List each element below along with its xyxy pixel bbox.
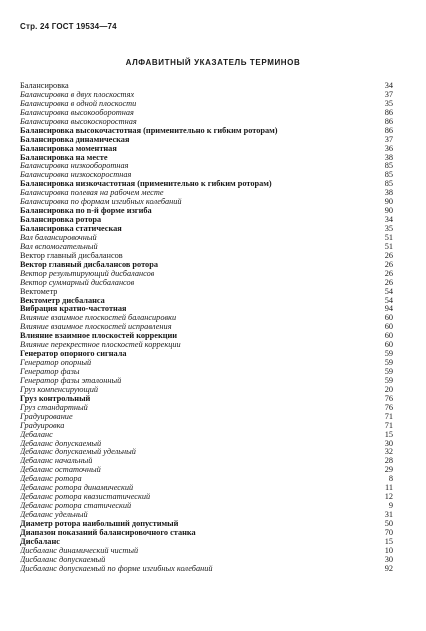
index-entry [20, 100, 393, 109]
index-entry [20, 198, 393, 207]
index-entry [20, 243, 393, 252]
index-page-number: 28 [384, 456, 393, 466]
index-term: Генератор опорный [20, 359, 92, 368]
index-term: Балансировка в одной плоскости [20, 99, 137, 108]
index-page-number: 71 [384, 420, 393, 430]
index-page-number: 54 [384, 295, 393, 305]
index-term: Балансировка высокоскоростная [20, 117, 137, 126]
index-page-number: 8 [388, 474, 393, 484]
index-page-number: 54 [384, 286, 393, 296]
index-page-number: 26 [384, 250, 393, 260]
index-page-number: 38 [384, 188, 393, 198]
index-term: Балансировка по формам изгибных колебаний [20, 198, 182, 207]
index-term: Дебаланс ротора [20, 475, 82, 484]
index-page-number: 86 [384, 125, 393, 135]
index-term: Дисбаланс [20, 537, 60, 546]
index-entry [20, 323, 393, 332]
index-entry [20, 395, 393, 404]
index-term: Балансировка моментная [20, 144, 117, 153]
index-page-number: 59 [384, 375, 393, 385]
index-term: Балансировка высокооборотная [20, 108, 134, 117]
index-page-number: 35 [384, 98, 393, 108]
index-page-number: 86 [384, 107, 393, 117]
index-term: Генератор опорного сигнала [20, 350, 127, 359]
index-entry [20, 118, 393, 127]
index-page-number: 59 [384, 349, 393, 359]
index-term: Вибрация кратно-частотная [20, 305, 127, 314]
index-term: Вектор главный дисбалансов [20, 251, 123, 260]
index-entry [20, 565, 393, 574]
index-entry [20, 145, 393, 154]
index-entry [20, 422, 393, 431]
index-page-number: 60 [384, 313, 393, 323]
index-entry [20, 538, 393, 547]
index-page-number: 34 [384, 215, 393, 225]
index-term: Дебаланс остаточный [20, 466, 101, 475]
index-entry [20, 529, 393, 538]
index-page-number: 59 [384, 367, 393, 376]
index-entry [20, 547, 393, 556]
index-term: Дебаланс допускаемый удельный [20, 448, 136, 457]
index-page-number: 29 [384, 465, 393, 475]
index-entry [20, 502, 393, 511]
index-page-number: 85 [384, 179, 393, 189]
index-page-number: 11 [385, 483, 393, 493]
index-entry [20, 457, 393, 466]
index-entry [20, 341, 393, 350]
index-term: Вал вспомогательный [20, 242, 98, 251]
index-term: Груз стандартный [20, 403, 88, 412]
index-entry [20, 270, 393, 279]
index-term: Балансировка низкоскоростная [20, 171, 132, 180]
index-entry [20, 207, 393, 216]
index-page-number: 15 [384, 429, 393, 439]
index-entry [20, 288, 393, 297]
index-term: Балансировка высокочастотная (применительно к гибким роторам) [20, 126, 278, 135]
index-entry [20, 109, 393, 118]
index-entry [20, 511, 393, 520]
index-term: Балансировка ротора [20, 216, 102, 225]
index-entry [20, 332, 393, 341]
index-term: Дебаланс ротора статический [20, 502, 132, 511]
index-page-number: 50 [384, 518, 393, 528]
index-page-number: 60 [384, 322, 393, 332]
index-term: Градуирование [20, 412, 73, 421]
index-entry [20, 431, 393, 440]
index-page-number: 85 [384, 161, 393, 171]
index-entry [20, 448, 393, 457]
index-page-number: 85 [384, 170, 393, 180]
index-term: Генератор фазы эталонный [20, 376, 122, 385]
index-term: Балансировка в двух плоскостях [20, 90, 135, 99]
index-entry [20, 82, 393, 91]
index-term: Вектометр дисбаланса [20, 296, 105, 305]
index-page-number: 37 [384, 89, 393, 99]
index-entry [20, 368, 393, 377]
index-entry [20, 484, 393, 493]
index-term: Генератор фазы [20, 368, 80, 376]
index-term: Балансировка по n-й форме изгиба [20, 207, 152, 216]
index-term: Дисбаланс допускаемый по форме изгибных колебаний [20, 564, 213, 573]
index-entry [20, 466, 393, 475]
index-page-number: 26 [384, 268, 393, 278]
index-term: Балансировка на месте [20, 153, 108, 162]
index-term: Дисбаланс допускаемый [20, 555, 106, 564]
index-entry [20, 252, 393, 261]
index-entry [20, 297, 393, 306]
index-term: Дисбаланс динамический чистый [20, 546, 139, 555]
index-entry [20, 91, 393, 100]
index-page-number: 12 [384, 492, 393, 502]
index-page-number: 10 [384, 545, 393, 555]
index-entry [20, 216, 393, 225]
index-term: Влияние взаимное плоскостей коррекции [20, 332, 178, 341]
index-entry [20, 234, 393, 243]
index-page-number: 76 [384, 393, 393, 403]
index-term: Дебаланс начальный [20, 457, 93, 466]
index-term: Влияние взаимное плоскостей балансировки [20, 314, 177, 323]
index-page-number: 31 [384, 510, 393, 519]
index-term: Дебаланс допускаемый [20, 439, 102, 448]
index-term: Диаметр ротора наибольший допустимый [20, 519, 179, 528]
index-term: Вал балансировочный [20, 233, 97, 242]
index-page-number: 30 [384, 438, 393, 448]
index-entry [20, 305, 393, 314]
index-entry [20, 136, 393, 145]
index-term: Градуировка [20, 421, 65, 430]
index-page-number: 38 [384, 152, 393, 162]
index-entry [20, 556, 393, 565]
index-page-number: 71 [384, 411, 393, 421]
index-term: Балансировка низкооборотная [20, 162, 129, 171]
index-page-number: 70 [384, 527, 393, 537]
index-entry [20, 314, 393, 323]
index-page-number: 94 [384, 304, 393, 314]
index-entry [20, 413, 393, 422]
index-entry [20, 162, 393, 171]
index-term: Балансировка [20, 82, 69, 90]
index-entry [20, 377, 393, 386]
index-page-number: 90 [384, 206, 393, 216]
index-page-number: 30 [384, 554, 393, 564]
index-entry [20, 475, 393, 484]
index-entry [20, 359, 393, 368]
index-term: Влияние взаимное плоскостей исправления [20, 323, 172, 332]
index-entry [20, 261, 393, 270]
index-entry [20, 520, 393, 529]
index-term: Груз компенсирующий [20, 385, 99, 394]
index-term: Дебаланс ротора динамический [20, 484, 134, 493]
index-term: Вектор суммарный дисбалансов [20, 278, 135, 287]
page-header: Стр. 24 ГОСТ 19534—74 [20, 22, 117, 31]
terms-index-list [20, 82, 393, 574]
index-page-number: 9 [388, 501, 393, 511]
index-entry [20, 386, 393, 395]
index-entry [20, 154, 393, 163]
index-entry [20, 171, 393, 180]
index-page-number: 60 [384, 340, 393, 350]
index-entry [20, 225, 393, 234]
index-entry [20, 127, 393, 136]
index-entry [20, 404, 393, 413]
index-title: АЛФАВИТНЫЙ УКАЗАТЕЛЬ ТЕРМИНОВ [125, 58, 301, 67]
index-page-number: 59 [384, 358, 393, 368]
index-page-number: 26 [384, 277, 393, 287]
index-page-number: 92 [384, 563, 393, 573]
index-term: Балансировка динамическая [20, 135, 130, 144]
index-page-number: 35 [384, 224, 393, 233]
index-entry [20, 180, 393, 189]
index-term: Диапазон показаний балансировочного станка [20, 528, 196, 537]
index-page-number: 34 [384, 81, 393, 90]
index-page-number: 20 [384, 384, 393, 394]
index-entry [20, 189, 393, 198]
index-entry [20, 350, 393, 359]
index-page-number: 60 [384, 331, 393, 341]
index-page-number: 26 [384, 259, 393, 269]
index-term: Вектометр [20, 287, 58, 296]
index-entry [20, 493, 393, 502]
index-page-number: 51 [384, 241, 393, 251]
index-term: Вектор главный дисбалансов ротора [20, 260, 158, 269]
index-entry [20, 279, 393, 288]
index-page-number: 90 [384, 197, 393, 207]
index-term: Балансировка низкочастотная (применительно к гибким роторам) [20, 180, 272, 189]
index-term: Груз контрольный [20, 394, 91, 403]
index-page-number: 32 [384, 447, 393, 457]
index-term: Дебаланс [20, 430, 53, 439]
index-page-number: 36 [384, 143, 393, 153]
index-term: Дебаланс ротора квазистатический [20, 493, 151, 502]
index-page-number: 86 [384, 116, 393, 126]
index-page-number: 51 [384, 232, 393, 242]
index-term: Вектор результирующий дисбалансов [20, 269, 155, 278]
index-page-number: 37 [384, 134, 393, 144]
index-term: Дебаланс удельный [20, 511, 88, 519]
index-term: Влияние перекрестное плоскостей коррекции [20, 341, 181, 350]
index-page-number: 76 [384, 402, 393, 412]
index-page-number: 15 [384, 536, 393, 546]
index-entry [20, 440, 393, 449]
index-term: Балансировка статическая [20, 225, 122, 233]
index-term: Балансировка полевая на рабочем месте [20, 189, 164, 198]
